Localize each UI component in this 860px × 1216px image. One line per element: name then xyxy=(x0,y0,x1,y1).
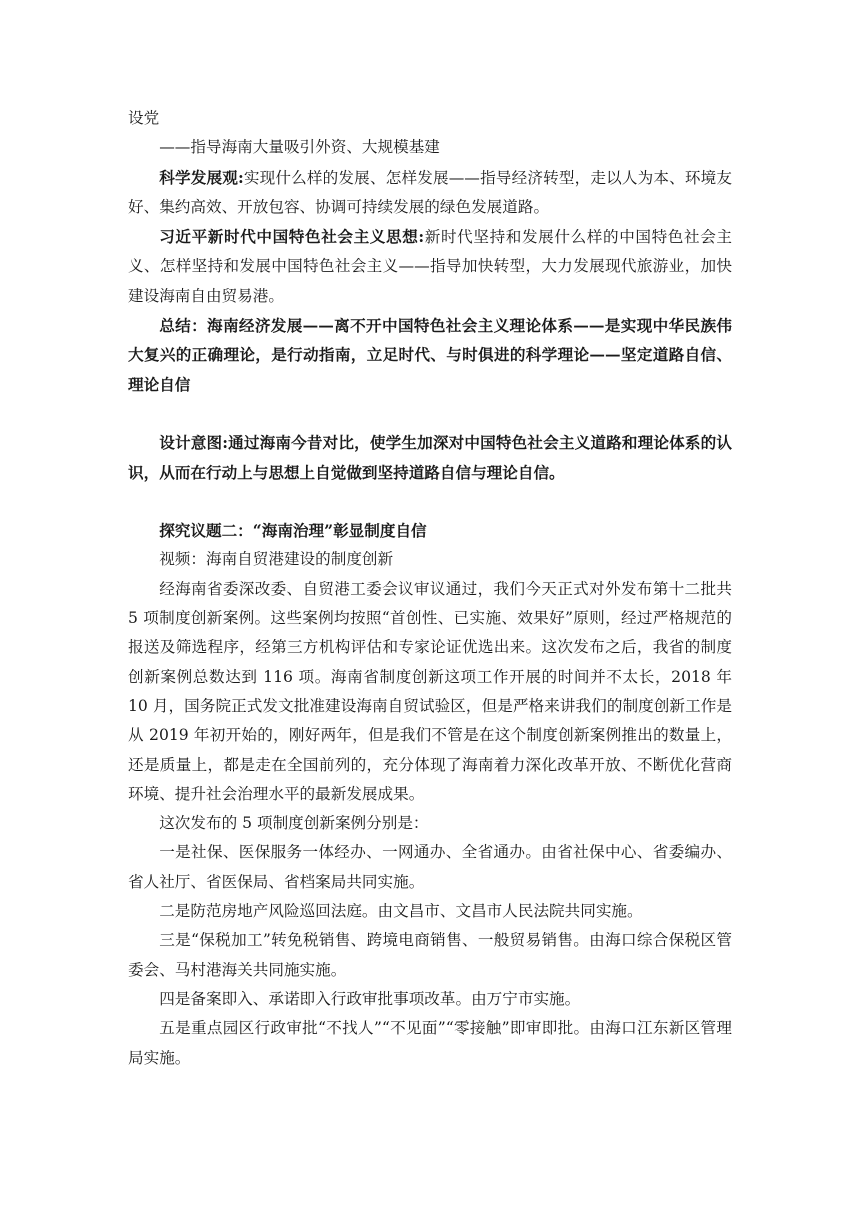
blank-line xyxy=(128,399,732,428)
list-item-2: 二是防范房地产风险巡回法庭。由文昌市、文昌市人民法院共同实施。 xyxy=(159,902,643,921)
text-line-guidance: ——指导海南大量吸引外资、大规模基建 xyxy=(159,138,440,157)
blank-line xyxy=(128,487,732,516)
list-item-5: 五是重点园区行政审批“不找人”“不见面”“零接触”即审即批。由海口江东新区管理局实施。 xyxy=(128,1019,732,1067)
term-label-xi-thought: 习近平新时代中国特色社会主义思想: xyxy=(159,227,425,247)
paragraph-scientific-development xyxy=(128,163,732,223)
text-line-fragment: 设党 xyxy=(128,109,160,127)
summary-paragraph: 总结：海南经济发展——离不开中国特色社会主义理论体系——是实现中华民族伟大复兴的正确理论，是行动指南，立足时代、与时俱进的科学理论——坚定道路自信、理论自信 xyxy=(128,316,732,394)
body-paragraph-2: 这次发布的 5 项制度创新案例分别是： xyxy=(159,814,429,833)
video-line: 视频：海南自贸港建设的制度创新 xyxy=(159,550,394,569)
list-item-1: 一是社保、医保服务一体经办、一网通办、全省通办。由省社保中心、省委编办、省人社厅、省医保局、省档案局共同实施。 xyxy=(128,843,732,891)
paragraph-xi-thought xyxy=(128,222,732,311)
body-paragraph-1: 经海南省委深改委、自贸港工委会议审议通过，我们今天正式对外发布第十二批共 5 项制度创新案例。这些案例均按照“首创性、已实施、效果好”原则，经过严格规范的报送及筛选程序，经第三方机构评估和专家论证优选出来。这次发布之后，我省的制度创新案例总数达到 116 项。海南省制度创新这项工作开展的时间并不太长，2018 年 10 月，国务院正式发文批准建设海南自贸试验区，但是严格来讲我们的制度创新工作是从 2019 年初开始的，刚好两年，但是我们不管是在这个制度创新案例推出的数量上，还是质量上，都是走在全国前列的，充分体现了海南着力深化改革开放、不断优化营商环境、提升社会治理水平的最新发展成果。 xyxy=(128,579,732,803)
term-text-scientific-development: 实现什么样的发展、怎样发展——指导经济转型，走以人为本、环境友好、集约高效、开放包容、协调可持续发展的绿色发展道路。 xyxy=(128,168,732,216)
topic-2-heading: 探究议题二：“海南治理”彰显制度自信 xyxy=(159,521,427,541)
term-label-scientific-development: 科学发展观: xyxy=(159,167,244,187)
term-text-xi-thought: 新时代坚持和发展什么样的中国特色社会主义、怎样坚持和发展中国特色社会主义——指导加快转型，大力发展现代旅游业，加快建设海南自由贸易港。 xyxy=(128,228,732,305)
list-item-3: 三是“保税加工”转免税销售、跨境电商销售、一般贸易销售。由海口综合保税区管委会、马村港海关共同施实施。 xyxy=(128,931,732,979)
list-item-4: 四是备案即入、承诺即入行政审批事项改革。由万宁市实施。 xyxy=(159,989,581,1008)
design-intent-paragraph: 设计意图:通过海南今昔对比，使学生加深对中国特色社会主义道路和理论体系的认识，从而在行动上与思想上自觉做到坚持道路自信与理论自信。 xyxy=(128,433,732,482)
document-body xyxy=(128,104,732,1073)
